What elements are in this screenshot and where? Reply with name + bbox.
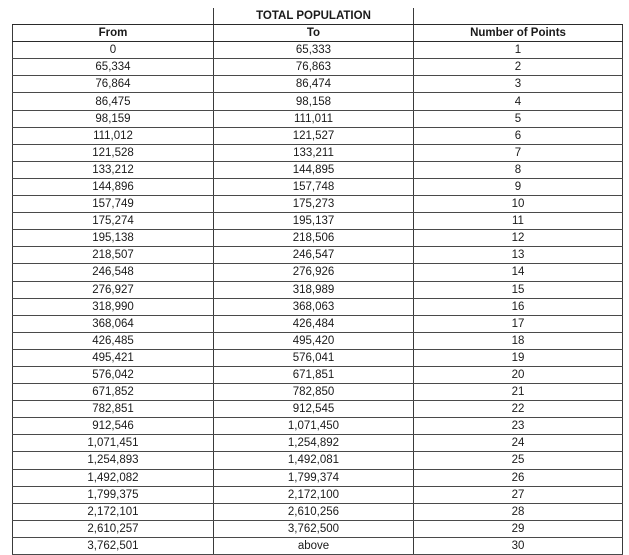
table-body bbox=[13, 42, 623, 555]
table-title-row bbox=[13, 8, 623, 25]
to-cell: 276,926 bbox=[214, 264, 414, 281]
points-cell: 5 bbox=[414, 110, 623, 127]
table-row bbox=[13, 418, 623, 435]
to-cell: 195,137 bbox=[214, 213, 414, 230]
points-cell: 13 bbox=[414, 247, 623, 264]
to-cell: 2,172,100 bbox=[214, 486, 414, 503]
to-cell: 76,863 bbox=[214, 59, 414, 76]
points-cell: 19 bbox=[414, 349, 623, 366]
points-cell: 24 bbox=[414, 435, 623, 452]
table-row bbox=[13, 469, 623, 486]
points-cell: 10 bbox=[414, 196, 623, 213]
points-cell: 30 bbox=[414, 537, 623, 554]
from-cell: 368,064 bbox=[13, 315, 214, 332]
points-cell: 12 bbox=[414, 230, 623, 247]
points-cell: 4 bbox=[414, 93, 623, 110]
from-cell: 175,274 bbox=[13, 213, 214, 230]
to-cell: above bbox=[214, 537, 414, 554]
to-cell: 133,211 bbox=[214, 144, 414, 161]
to-cell: 246,547 bbox=[214, 247, 414, 264]
to-cell: 426,484 bbox=[214, 315, 414, 332]
table-row bbox=[13, 247, 623, 264]
from-cell: 218,507 bbox=[13, 247, 214, 264]
from-cell: 426,485 bbox=[13, 332, 214, 349]
points-cell: 18 bbox=[414, 332, 623, 349]
points-cell: 27 bbox=[414, 486, 623, 503]
points-cell: 7 bbox=[414, 144, 623, 161]
column-header-points: Number of Points bbox=[414, 25, 623, 42]
from-cell: 1,254,893 bbox=[13, 452, 214, 469]
table-row bbox=[13, 42, 623, 59]
table-row bbox=[13, 332, 623, 349]
to-cell: 86,474 bbox=[214, 76, 414, 93]
from-cell: 157,749 bbox=[13, 196, 214, 213]
from-cell: 133,212 bbox=[13, 161, 214, 178]
from-cell: 76,864 bbox=[13, 76, 214, 93]
to-cell: 671,851 bbox=[214, 366, 414, 383]
points-cell: 15 bbox=[414, 281, 623, 298]
from-cell: 912,546 bbox=[13, 418, 214, 435]
points-cell: 20 bbox=[414, 366, 623, 383]
from-cell: 671,852 bbox=[13, 384, 214, 401]
to-cell: 121,527 bbox=[214, 127, 414, 144]
column-header-row bbox=[13, 25, 623, 42]
from-cell: 65,334 bbox=[13, 59, 214, 76]
table-row bbox=[13, 144, 623, 161]
from-cell: 144,896 bbox=[13, 178, 214, 195]
table-row bbox=[13, 230, 623, 247]
from-cell: 1,071,451 bbox=[13, 435, 214, 452]
table-row bbox=[13, 298, 623, 315]
points-cell: 9 bbox=[414, 178, 623, 195]
from-cell: 111,012 bbox=[13, 127, 214, 144]
table-row bbox=[13, 384, 623, 401]
table-row bbox=[13, 486, 623, 503]
points-cell: 22 bbox=[414, 401, 623, 418]
table-row bbox=[13, 537, 623, 554]
from-cell: 246,548 bbox=[13, 264, 214, 281]
to-cell: 65,333 bbox=[214, 42, 414, 59]
title-spacer-left bbox=[13, 8, 214, 25]
to-cell: 782,850 bbox=[214, 384, 414, 401]
table-title: TOTAL POPULATION bbox=[214, 8, 414, 25]
to-cell: 98,158 bbox=[214, 93, 414, 110]
to-cell: 1,799,374 bbox=[214, 469, 414, 486]
points-cell: 28 bbox=[414, 503, 623, 520]
to-cell: 912,545 bbox=[214, 401, 414, 418]
to-cell: 144,895 bbox=[214, 161, 414, 178]
to-cell: 1,254,892 bbox=[214, 435, 414, 452]
to-cell: 111,011 bbox=[214, 110, 414, 127]
column-header-to: To bbox=[214, 25, 414, 42]
points-cell: 3 bbox=[414, 76, 623, 93]
from-cell: 195,138 bbox=[13, 230, 214, 247]
points-cell: 17 bbox=[414, 315, 623, 332]
to-cell: 318,989 bbox=[214, 281, 414, 298]
table-row bbox=[13, 281, 623, 298]
to-cell: 175,273 bbox=[214, 196, 414, 213]
table-row bbox=[13, 76, 623, 93]
points-cell: 23 bbox=[414, 418, 623, 435]
from-cell: 1,799,375 bbox=[13, 486, 214, 503]
from-cell: 0 bbox=[13, 42, 214, 59]
title-spacer-right bbox=[414, 8, 623, 25]
table-row bbox=[13, 59, 623, 76]
from-cell: 318,990 bbox=[13, 298, 214, 315]
from-cell: 86,475 bbox=[13, 93, 214, 110]
points-cell: 14 bbox=[414, 264, 623, 281]
from-cell: 1,492,082 bbox=[13, 469, 214, 486]
table-row bbox=[13, 213, 623, 230]
table-row bbox=[13, 264, 623, 281]
from-cell: 782,851 bbox=[13, 401, 214, 418]
table-row bbox=[13, 503, 623, 520]
from-cell: 2,172,101 bbox=[13, 503, 214, 520]
to-cell: 368,063 bbox=[214, 298, 414, 315]
to-cell: 1,071,450 bbox=[214, 418, 414, 435]
from-cell: 98,159 bbox=[13, 110, 214, 127]
to-cell: 157,748 bbox=[214, 178, 414, 195]
table-row bbox=[13, 435, 623, 452]
table-row bbox=[13, 93, 623, 110]
to-cell: 576,041 bbox=[214, 349, 414, 366]
points-cell: 11 bbox=[414, 213, 623, 230]
to-cell: 495,420 bbox=[214, 332, 414, 349]
column-header-from: From bbox=[13, 25, 214, 42]
points-cell: 2 bbox=[414, 59, 623, 76]
points-cell: 29 bbox=[414, 520, 623, 537]
table-row bbox=[13, 196, 623, 213]
to-cell: 2,610,256 bbox=[214, 503, 414, 520]
points-cell: 16 bbox=[414, 298, 623, 315]
points-cell: 25 bbox=[414, 452, 623, 469]
table-row bbox=[13, 161, 623, 178]
table-row bbox=[13, 110, 623, 127]
from-cell: 495,421 bbox=[13, 349, 214, 366]
to-cell: 3,762,500 bbox=[214, 520, 414, 537]
table-row bbox=[13, 178, 623, 195]
points-cell: 1 bbox=[414, 42, 623, 59]
from-cell: 276,927 bbox=[13, 281, 214, 298]
table-row bbox=[13, 315, 623, 332]
table-row bbox=[13, 127, 623, 144]
table-row bbox=[13, 452, 623, 469]
table-row bbox=[13, 366, 623, 383]
points-cell: 21 bbox=[414, 384, 623, 401]
population-points-table bbox=[12, 8, 623, 555]
from-cell: 2,610,257 bbox=[13, 520, 214, 537]
to-cell: 1,492,081 bbox=[214, 452, 414, 469]
table-row bbox=[13, 401, 623, 418]
points-cell: 6 bbox=[414, 127, 623, 144]
to-cell: 218,506 bbox=[214, 230, 414, 247]
table-row bbox=[13, 349, 623, 366]
points-cell: 26 bbox=[414, 469, 623, 486]
from-cell: 576,042 bbox=[13, 366, 214, 383]
points-cell: 8 bbox=[414, 161, 623, 178]
from-cell: 3,762,501 bbox=[13, 537, 214, 554]
from-cell: 121,528 bbox=[13, 144, 214, 161]
